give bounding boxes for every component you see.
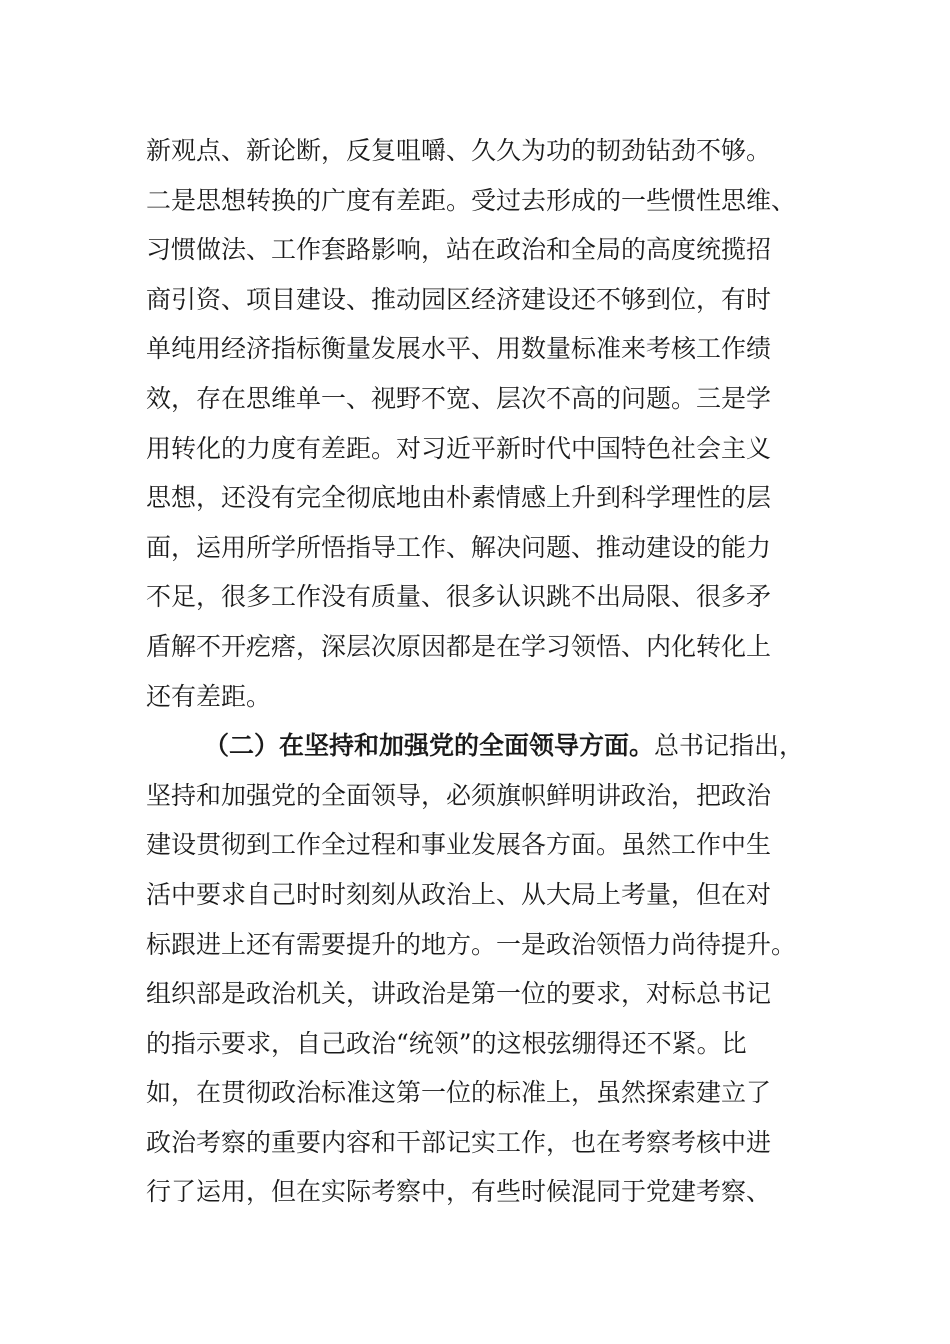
text-line: 商引资、项目建设、推动园区经济建设还不够到位，有时 <box>146 284 772 314</box>
text-line: 坚持和加强党的全面领导，必须旗帜鲜明讲政治，把政治 <box>146 780 772 810</box>
text-line: 的指示要求，自己政治“统领”的这根弦绷得还不紧。比 <box>146 1028 747 1058</box>
text-line: 思想，还没有完全彻底地由朴素情感上升到科学理性的层 <box>146 483 772 513</box>
section-heading-line <box>146 721 866 771</box>
section-heading: （二）在坚持和加强党的全面领导方面。 <box>204 731 655 761</box>
text-line: 习惯做法、工作套路影响，站在政治和全局的高度统揽招 <box>146 235 772 265</box>
text-line: 盾解不开疙瘩，深层次原因都是在学习领悟、内化转化上 <box>146 631 772 661</box>
text-line: 新观点、新论断，反复咀嚼、久久为功的韧劲钻劲不够。 <box>146 136 772 165</box>
text-line: 效，存在思维单一、视野不宽、层次不高的问题。三是学 <box>146 383 772 413</box>
document-body <box>146 126 866 1217</box>
section-heading-rest: 总书记指出， <box>654 731 805 761</box>
text-line: 用转化的力度有差距。对习近平新时代中国特色社会主义 <box>146 433 772 463</box>
text-line: 政治考察的重要内容和干部记实工作，也在考察考核中进 <box>146 1127 772 1157</box>
text-line: 活中要求自己时时刻刻从政治上、从大局上考量，但在对 <box>146 879 772 909</box>
text-line: 还有差距。 <box>146 681 272 711</box>
text-line: 建设贯彻到工作全过程和事业发展各方面。虽然工作中生 <box>146 830 772 860</box>
text-line: 不足，很多工作没有质量、很多认识跳不出局限、很多矛 <box>146 582 772 612</box>
text-line: 组织部是政治机关，讲政治是第一位的要求，对标总书记 <box>146 979 772 1009</box>
text-line: 如，在贯彻政治标准这第一位的标准上，虽然探索建立了 <box>146 1078 772 1108</box>
text-line: 标跟进上还有需要提升的地方。一是政治领悟力尚待提升。 <box>146 929 797 959</box>
text-line: 行了运用，但在实际考察中，有些时候混同于党建考察、 <box>146 1177 772 1207</box>
text-line: 二是思想转换的广度有差距。受过去形成的一些惯性思维、 <box>146 185 797 215</box>
text-line: 单纯用经济指标衡量发展水平、用数量标准来考核工作绩 <box>146 334 772 364</box>
text-line: 面，运用所学所悟指导工作、解决问题、推动建设的能力 <box>146 532 772 562</box>
